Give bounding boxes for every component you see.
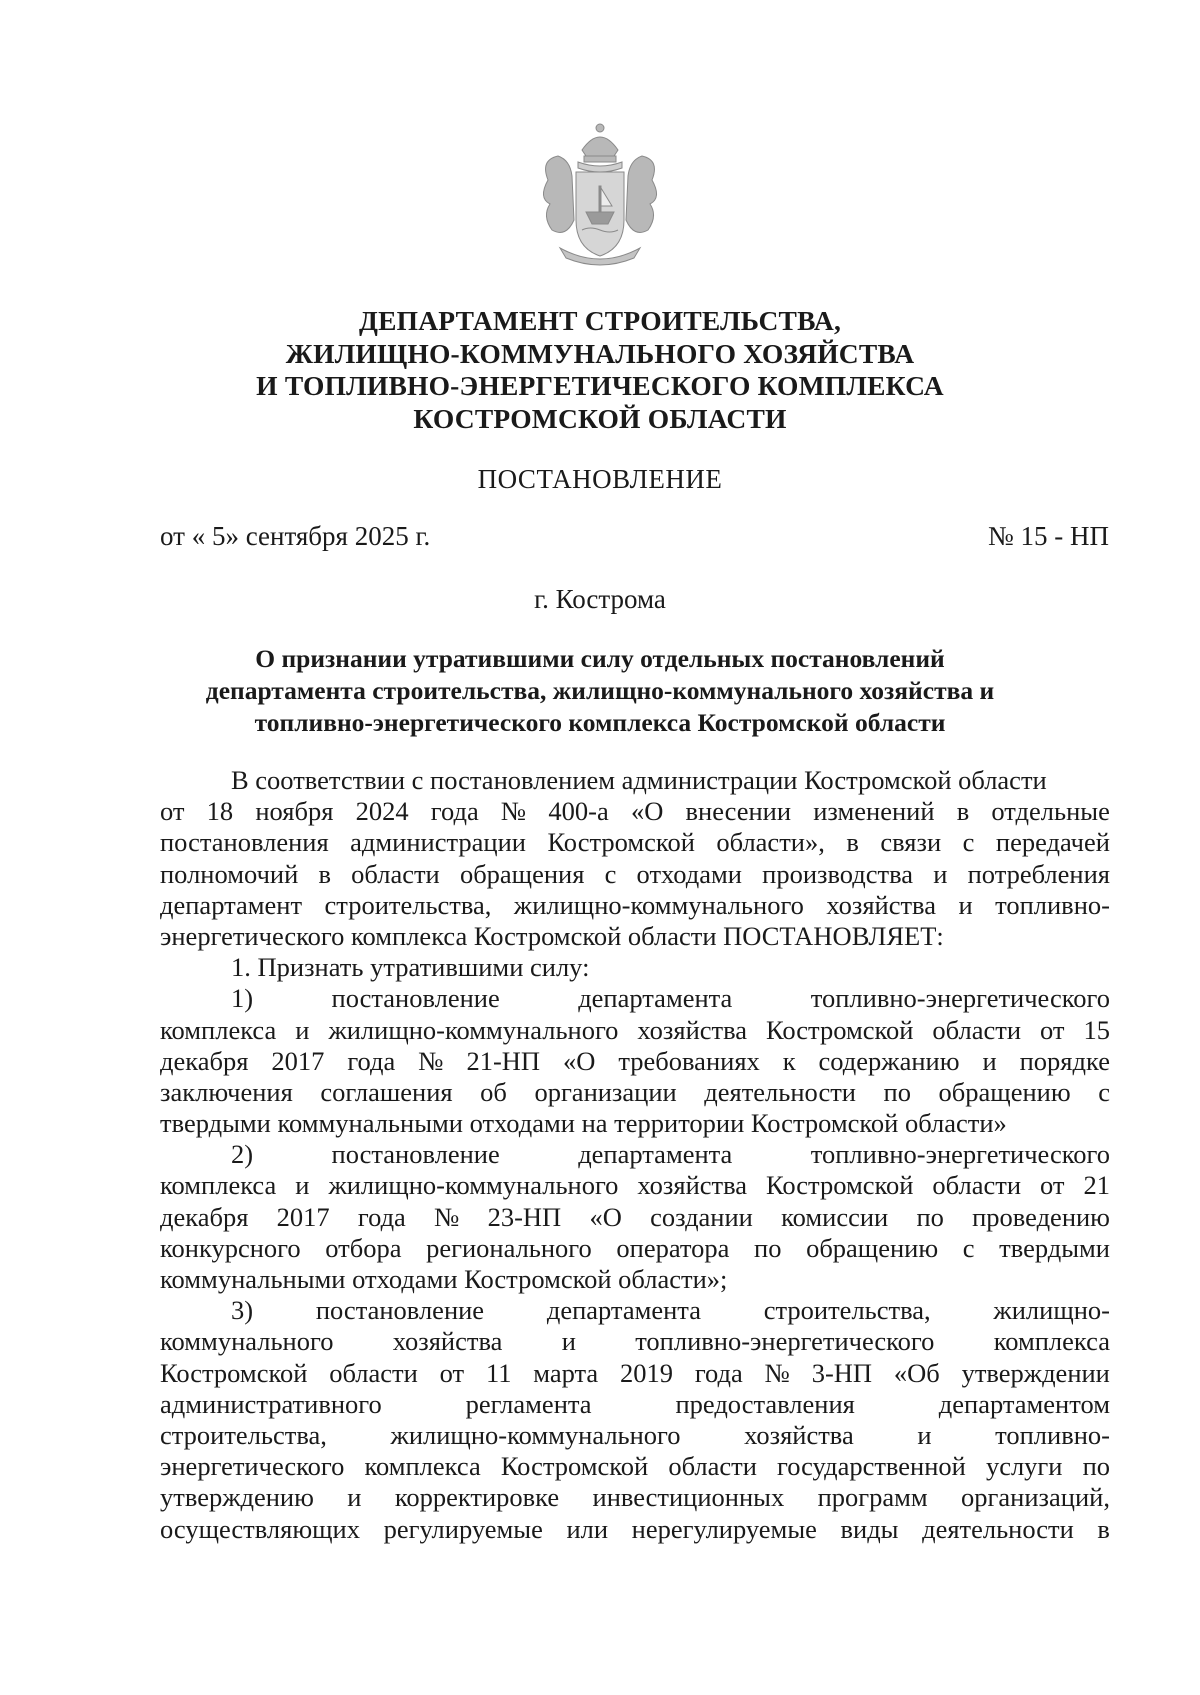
body-word: строительства,	[763, 1295, 931, 1326]
body-word: с	[604, 858, 617, 889]
body-word: «О	[589, 1201, 622, 1232]
body-word: года	[430, 796, 479, 827]
body-word: полномочий	[160, 858, 299, 889]
body-word: от	[439, 1357, 465, 1388]
body-line	[160, 1295, 1110, 1326]
body-line	[160, 1264, 1110, 1295]
body-word: «О	[563, 1045, 596, 1076]
body-word: регламента	[465, 1388, 592, 1419]
body-word: деятельности	[704, 1076, 856, 1107]
body-word: виды	[840, 1513, 899, 1544]
body-word: регулируемые	[383, 1513, 543, 1544]
body-line	[160, 1389, 1110, 1420]
body-word: порядке	[1019, 1045, 1110, 1076]
body-word: 2)	[231, 1139, 254, 1170]
body-word: энергетического комплекса Костромской области ПОСТАНОВЛЯЕТ:	[160, 920, 944, 951]
coat-of-arms-icon	[530, 120, 670, 270]
body-line	[160, 890, 1110, 921]
body-word: потребления	[967, 858, 1110, 889]
body-word: твердыми коммунальными отходами на территории Костромской области»	[160, 1108, 1007, 1139]
body-word: по	[1082, 1451, 1110, 1482]
body-word: 1. Признать утратившими силу:	[231, 952, 590, 983]
body-line	[160, 796, 1110, 827]
body-word: жилищно-коммунального	[390, 1419, 681, 1450]
body-word: №	[500, 796, 527, 827]
body-line	[160, 859, 1110, 890]
body-line	[160, 765, 1110, 796]
body-word: и	[295, 1170, 310, 1201]
body-word: в	[1097, 1513, 1110, 1544]
body-word: передачей	[995, 827, 1110, 858]
body-word: административного	[160, 1388, 382, 1419]
body-line	[160, 1482, 1110, 1513]
body-word: области	[932, 1170, 1022, 1201]
body-word: жилищно-	[993, 1295, 1110, 1326]
body-word: деятельности	[922, 1513, 1074, 1544]
body-word: года	[347, 1045, 396, 1076]
body-word: строительства,	[160, 1419, 327, 1450]
body-word: от	[1040, 1170, 1065, 1201]
body-word: Костромской	[547, 827, 695, 858]
body-word: комплекса	[160, 1170, 277, 1201]
body-word: с	[962, 827, 975, 858]
body-word: по	[883, 1076, 911, 1107]
title-line: топливно-энергетического комплекса Костромской области	[254, 708, 946, 737]
department-name	[0, 305, 1200, 435]
body-word: департамента	[546, 1295, 701, 1326]
body-word: ноября	[255, 796, 334, 827]
body-word: департамент	[160, 889, 303, 920]
body-word: и	[958, 889, 973, 920]
body-line	[160, 1514, 1110, 1545]
body-line	[160, 1326, 1110, 1357]
body-word: организаций,	[961, 1482, 1110, 1513]
body-word: хозяйства	[392, 1326, 503, 1357]
body-word: и	[295, 1014, 310, 1045]
body-word: декабря	[160, 1045, 249, 1076]
body-word: комиссии	[781, 1201, 889, 1232]
body-word: Костромской	[500, 1451, 649, 1482]
body-word: и	[917, 1419, 932, 1450]
body-word: конкурсного	[160, 1232, 301, 1263]
body-line	[160, 1420, 1110, 1451]
body-word: в	[846, 827, 859, 858]
body-word: 2019	[620, 1357, 674, 1388]
body-word: №	[418, 1045, 444, 1076]
body-word: хозяйства	[826, 889, 936, 920]
body-word: программ	[817, 1482, 928, 1513]
body-word: комплекса	[364, 1451, 481, 1482]
body-line	[160, 1233, 1110, 1264]
body-word: по	[916, 1201, 944, 1232]
body-word: области	[351, 858, 440, 889]
body-line	[160, 827, 1110, 858]
body-word: топливно-	[995, 1419, 1110, 1450]
document-date: от « 5» сентября 2025 г.	[160, 521, 431, 551]
body-word: №	[764, 1357, 790, 1388]
body-word: оператора	[616, 1232, 730, 1263]
body-word: отдельные	[991, 796, 1110, 827]
body-word: заключения	[160, 1076, 293, 1107]
body-word: 11	[485, 1357, 512, 1388]
body-word: от	[160, 796, 185, 827]
body-line	[160, 1108, 1110, 1139]
body-word: к	[782, 1045, 796, 1076]
body-word: жилищно-коммунального	[328, 1014, 619, 1045]
body-word: «О	[630, 796, 664, 827]
body-word: 3)	[231, 1295, 254, 1326]
body-word: комплекса	[993, 1326, 1110, 1357]
body-word: топливно-	[995, 889, 1110, 920]
body-word: в	[318, 858, 331, 889]
body-word: декабря	[160, 1201, 249, 1232]
body-word: или	[566, 1513, 609, 1544]
body-word: и	[347, 1482, 362, 1513]
body-word: Костромской	[160, 1357, 308, 1388]
body-word: связи	[880, 827, 942, 858]
body-word: №	[434, 1201, 460, 1232]
body-word: утверждению	[160, 1482, 314, 1513]
body-word: департамента	[578, 1139, 733, 1170]
body-word: проведению	[972, 1201, 1110, 1232]
body-word: 2017	[276, 1201, 330, 1232]
body-word: администрации	[350, 827, 526, 858]
body-word: соглашения	[320, 1076, 453, 1107]
body-word: твердыми	[999, 1232, 1110, 1263]
body-word: области	[668, 1451, 757, 1482]
body-word: 21-НП	[466, 1045, 541, 1076]
body-word: 400-а	[548, 796, 609, 827]
body-word: жилищно-коммунального	[328, 1170, 619, 1201]
body-line	[160, 921, 1110, 952]
department-line: ЖИЛИЩНО-КОММУНАЛЬНОГО ХОЗЯЙСТВА	[285, 337, 915, 369]
document-city: г. Кострома	[534, 584, 666, 614]
body-word: области	[932, 1014, 1022, 1045]
body-word: хозяйства	[637, 1014, 748, 1045]
body-word: постановление	[315, 1295, 485, 1326]
body-word: 23-НП	[487, 1201, 562, 1232]
body-word: постановление	[331, 983, 500, 1014]
body-word: с	[1098, 1076, 1110, 1107]
body-word: хозяйства	[744, 1419, 854, 1450]
document-body	[160, 765, 1110, 1545]
body-word: обращения	[459, 858, 585, 889]
body-word: 21	[1083, 1170, 1110, 1201]
department-line: КОСТРОМСКОЙ ОБЛАСТИ	[413, 402, 787, 434]
body-word: 1)	[231, 983, 254, 1014]
body-word: постановление	[331, 1139, 500, 1170]
body-word: регионального	[426, 1232, 592, 1263]
body-word: предоставления	[675, 1388, 855, 1419]
body-word: производства	[762, 858, 914, 889]
body-word: корректировке	[394, 1482, 560, 1513]
body-word: комплекса	[160, 1014, 277, 1045]
body-word: в	[956, 796, 970, 827]
body-word: строительства,	[324, 889, 492, 920]
title-line: департамента строительства, жилищно-коммунального хозяйства и	[205, 676, 995, 705]
title-line: О признании утратившими силу отдельных постановлений	[255, 644, 945, 673]
body-line	[160, 1077, 1110, 1108]
department-line: ДЕПАРТАМЕНТ СТРОИТЕЛЬСТВА,	[358, 305, 842, 336]
body-word: топливно-энергетического	[635, 1326, 935, 1357]
body-word: внесении	[685, 796, 792, 827]
body-word: от	[1040, 1014, 1065, 1045]
body-word: Костромской	[766, 1170, 914, 1201]
body-word: об	[480, 1076, 507, 1107]
body-line	[160, 1202, 1110, 1233]
body-word: коммунальными отходами Костромской области»;	[160, 1264, 728, 1294]
body-word: области»,	[716, 827, 825, 858]
body-word: государственной	[776, 1451, 966, 1482]
body-word: жилищно-коммунального	[513, 889, 804, 920]
body-line	[160, 1139, 1110, 1170]
document-number: № 15 - НП	[988, 521, 1109, 551]
body-line	[160, 983, 1110, 1014]
department-line: И ТОПЛИВНО-ЭНЕРГЕТИЧЕСКОГО КОМПЛЕКСА	[256, 370, 944, 401]
body-word: департамента	[578, 983, 733, 1014]
body-word: и	[561, 1326, 576, 1357]
body-word: и	[933, 858, 948, 889]
body-word: года	[357, 1201, 406, 1232]
body-word: коммунального	[160, 1326, 334, 1357]
body-word: хозяйства	[637, 1170, 748, 1201]
body-word: области	[329, 1357, 418, 1388]
body-word: нерегулируемые	[631, 1513, 817, 1544]
body-word: организации	[534, 1076, 677, 1107]
body-word: 15	[1083, 1014, 1110, 1045]
body-line	[160, 1015, 1110, 1046]
body-word: года	[694, 1357, 743, 1388]
body-word: инвестиционных	[592, 1482, 785, 1513]
body-line	[160, 1170, 1110, 1201]
body-word: постановления	[160, 827, 329, 858]
body-word: энергетического	[160, 1451, 345, 1482]
body-word: обращению	[938, 1076, 1071, 1107]
body-word: требованиях	[618, 1045, 760, 1076]
body-word: отходами	[636, 858, 742, 889]
body-word: создании	[650, 1201, 753, 1232]
body-word: Костромской	[766, 1014, 914, 1045]
body-word: осуществляющих	[160, 1513, 360, 1544]
body-line	[160, 1046, 1110, 1077]
body-word: 2017	[271, 1045, 325, 1076]
document-title	[0, 643, 1200, 739]
body-word: содержанию	[818, 1045, 960, 1076]
body-word: топливно-энергетического	[810, 1139, 1110, 1170]
body-word: изменений	[813, 796, 935, 827]
body-word: 2024	[355, 796, 409, 827]
body-word: 18	[206, 796, 234, 827]
body-word: марта	[533, 1357, 599, 1388]
body-word: 3-НП	[811, 1357, 873, 1388]
body-word: по	[754, 1232, 782, 1263]
body-word: департаментом	[938, 1388, 1110, 1419]
document-type: ПОСТАНОВЛЕНИЕ	[477, 464, 723, 494]
body-word: «Об	[893, 1357, 940, 1388]
body-word: отбора	[325, 1232, 402, 1263]
body-line	[160, 1358, 1110, 1389]
body-word: В соответствии с постановлением администрации Костромской области	[231, 765, 1047, 795]
body-word: с	[962, 1232, 975, 1263]
body-word: топливно-энергетического	[810, 983, 1110, 1014]
body-line	[160, 1451, 1110, 1482]
body-word: и	[982, 1045, 997, 1076]
body-line	[160, 952, 1110, 983]
body-word: утверждении	[961, 1357, 1110, 1388]
body-word: обращению	[806, 1232, 939, 1263]
body-word: услуги	[985, 1451, 1063, 1482]
